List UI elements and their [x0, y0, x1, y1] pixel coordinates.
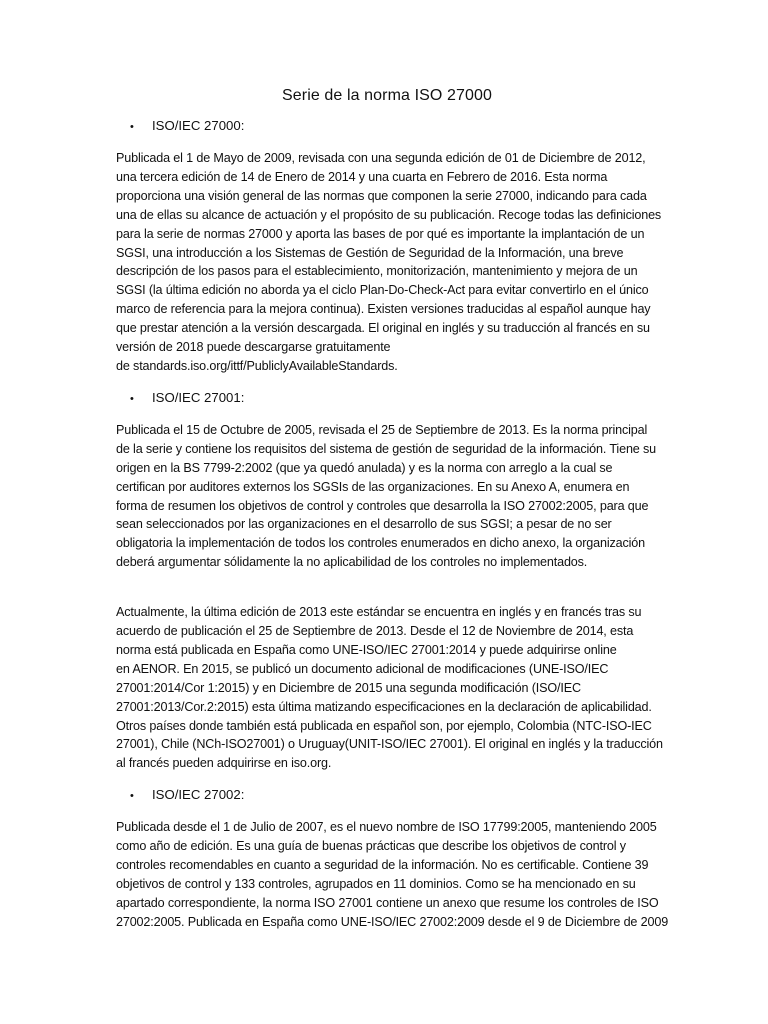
text-line: norma está publicada en España como UNE-ISO/IEC 27001:2014 y puede adquirirse online — [116, 642, 617, 657]
bullet-iso-27000 — [130, 116, 658, 137]
text-line: proporciona una visión general de las normas que componen la serie 27000, indicando para cada — [116, 188, 647, 203]
bullet-iso-27002 — [130, 785, 658, 806]
paragraph-spacer — [116, 584, 658, 603]
text-line: de standards.iso.org/ittf/PubliclyAvailableStandards. — [116, 358, 398, 373]
text-line: versión de 2018 puede descargarse gratuitamente — [116, 340, 391, 355]
text-line: al francés pueden adquirirse en iso.org. — [116, 756, 332, 771]
text-line: sean seleccionados por las organizaciones en el desarrollo de sus SGSI; a pesar de no ser — [116, 517, 612, 532]
document-title: Serie de la norma ISO 27000 — [282, 87, 492, 104]
text-line: 27001:2013/Cor.2:2015) esta última matizando especificaciones en la declaración de aplicabilidad. — [116, 699, 652, 714]
paragraph-iso-27000 — [116, 149, 662, 376]
text-line: una tercera edición de 14 de Enero de 2014 y una cuarta en Febrero de 2016. Esta norma — [116, 169, 608, 184]
text-line: controles recomendables en cuanto a seguridad de la información. No es certificable. Contiene 39 — [116, 858, 649, 873]
text-line: 27001:2014/Cor 1:2015) y en Diciembre de 2015 una segunda modificación (ISO/IEC — [116, 680, 581, 695]
text-line: como año de edición. Es una guía de buenas prácticas que describe los objetivos de control y — [116, 839, 626, 854]
text-line: SGSI (la última edición no aborda ya el ciclo Plan-Do-Check-Act para evitar convertirlo en el único — [116, 283, 649, 298]
text-line: 27001), Chile (NCh-ISO27001) o Uruguay(UNIT-ISO/IEC 27001). El original en inglés y la traducción — [116, 737, 663, 752]
text-line: Otros países donde también está publicada en español son, por ejemplo, Colombia (NTC-ISO-IEC — [116, 718, 652, 733]
paragraph-iso-27002 — [116, 818, 669, 931]
bullet-label: ISO/IEC 27002: — [152, 787, 245, 803]
bullet-dot-icon: • — [130, 790, 134, 803]
text-line: forma de resumen los objetivos de control y controles que desarrolla la ISO 27002:2005, para que — [116, 498, 649, 513]
text-line: SGSI, una introducción a los Sistemas de Gestión de Seguridad de la Información, una breve — [116, 245, 624, 260]
text-line: certifican por auditores externos los SGSIs de las organizaciones. En su Anexo A, enumera en — [116, 479, 630, 494]
text-line: deberá argumentar sólidamente la no aplicabilidad de los controles no implementados. — [116, 555, 588, 570]
text-line: descripción de los pasos para el establecimiento, monitorización, mantenimiento y mejora de un — [116, 264, 638, 279]
bullet-dot-icon: • — [130, 392, 134, 405]
bullet-label: ISO/IEC 27001: — [152, 389, 245, 405]
text-line: apartado correspondiente, la norma ISO 27001 contiene un anexo que resume los controles de ISO — [116, 895, 659, 910]
text-line: 27002:2005. Publicada en España como UNE-ISO/IEC 27002:2009 desde el 9 de Diciembre de 2009 — [116, 914, 669, 929]
paragraph-iso-27001-b — [116, 603, 663, 773]
bullet-label: ISO/IEC 27000: — [152, 118, 245, 133]
text-line: Actualmente, la última edición de 2013 este estándar se encuentra en inglés y en francés tras su — [116, 605, 642, 620]
text-line: obligatoria la implementación de todos los controles enumerados en dicho anexo, la organización — [116, 536, 646, 551]
text-line: acuerdo de publicación el 25 de Septiembre de 2013. Desde el 12 de Noviembre de 2014, esta — [116, 624, 634, 639]
document-page — [116, 86, 669, 944]
text-line: una de ellas su alcance de actuación y el propósito de su publicación. Recoge todas las definiciones — [116, 207, 662, 222]
text-line: marco de referencia para la mejora continua). Existen versiones traducidas al español aunque hay — [116, 302, 651, 317]
bullet-dot-icon: • — [130, 121, 134, 133]
text-line: en AENOR. En 2015, se publicó un documento adicional de modificaciones (UNE-ISO/IEC — [116, 661, 609, 676]
bullet-iso-27001 — [130, 388, 658, 409]
text-line: origen en la BS 7799-2:2002 (que ya quedó anulada) y es la norma con arreglo a la cual se — [116, 460, 613, 475]
text-line: para la serie de normas 27000 y aporta las bases de por qué es importante la implantación de un — [116, 226, 645, 241]
text-line: Publicada el 1 de Mayo de 2009, revisada con una segunda edición de 01 de Diciembre de 2012, — [116, 151, 646, 165]
text-line: Publicada el 15 de Octubre de 2005, revisada el 25 de Septiembre de 2013. Es la norma principal — [116, 422, 648, 437]
text-line: de la serie y contiene los requisitos del sistema de gestión de seguridad de la información. Tiene su — [116, 441, 656, 456]
text-line: que prestar atención a la versión descargada. El original en inglés y su traducción al francés en su — [116, 321, 650, 336]
paragraph-iso-27001-a — [116, 421, 658, 572]
text-line: Publicada desde el 1 de Julio de 2007, es el nuevo nombre de ISO 17799:2005, manteniendo 2005 — [116, 820, 657, 835]
text-line: objetivos de control y 133 controles, agrupados en 11 dominios. Como se ha mencionado en su — [116, 877, 636, 891]
